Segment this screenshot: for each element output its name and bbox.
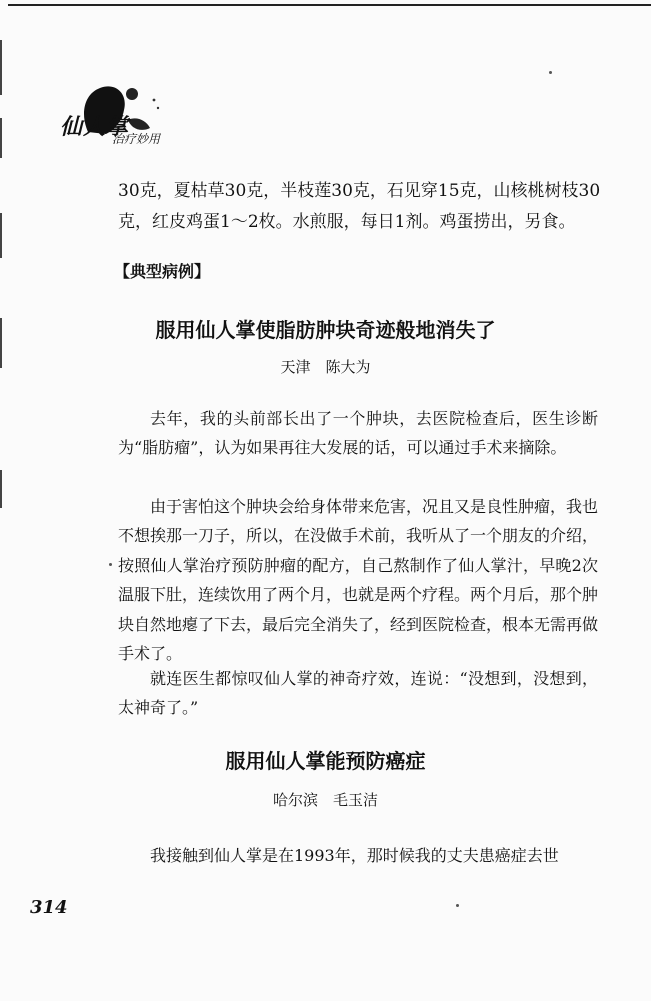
page-number: 314 <box>30 897 68 918</box>
recipe-text: 30克，夏枯草30克，半枝莲30克，石见穿15克，山核桃树枝30克，红皮鸡蛋1～2枚。水煎服，每日1剂。鸡蛋捞出，另食。 <box>118 181 601 232</box>
page-edge-mark <box>0 118 2 158</box>
logo-subtitle: 治疗妙用 <box>112 132 161 146</box>
page-edge-mark <box>0 213 2 258</box>
logo-title: 仙人掌 <box>60 114 130 140</box>
article-paragraph: 我接触到仙人掌是在1993年，那时候我的丈夫患癌症去世 <box>150 846 559 865</box>
top-rule <box>8 4 651 6</box>
article-paragraph: 由于害怕这个肿块会给身体带来危害，况且又是良性肿瘤，我也不想挨那一刀子，所以，在没做手术前，我听从了一个朋友的介绍，按照仙人掌治疗预防肿瘤的配方，自己熬制作了仙人掌汁，早晚2次温服下肚，连续饮用了两个月，也就是两个疗程。两个月后，那个肿块自然地瘪了下去，最后完全消失了，经到医院检查，根本无需再做手术了。 <box>118 497 599 664</box>
article-author: 天津 陈大为 <box>280 358 371 376</box>
article-paragraph: 就连医生都惊叹仙人掌的神奇疗效，连说：“没想到，没想到，太神奇了。” <box>118 669 598 718</box>
section-label: 【典型病例】 <box>114 262 211 281</box>
article-title: 服用仙人掌能预防癌症 <box>225 749 426 773</box>
page-edge-mark <box>0 470 2 508</box>
book-logo <box>60 80 240 150</box>
scan-speck <box>549 71 552 74</box>
article-title: 服用仙人掌使脂肪肿块奇迹般地消失了 <box>155 318 496 342</box>
article-paragraph: 去年，我的头前部长出了一个肿块，去医院检查后，医生诊断为“脂肪瘤”，认为如果再往大发展的话，可以通过手术来摘除。 <box>118 409 598 458</box>
article-author: 哈尔滨 毛玉洁 <box>272 791 378 809</box>
scan-speck <box>109 563 112 566</box>
scan-speck <box>456 904 459 907</box>
page-edge-mark <box>0 40 2 95</box>
